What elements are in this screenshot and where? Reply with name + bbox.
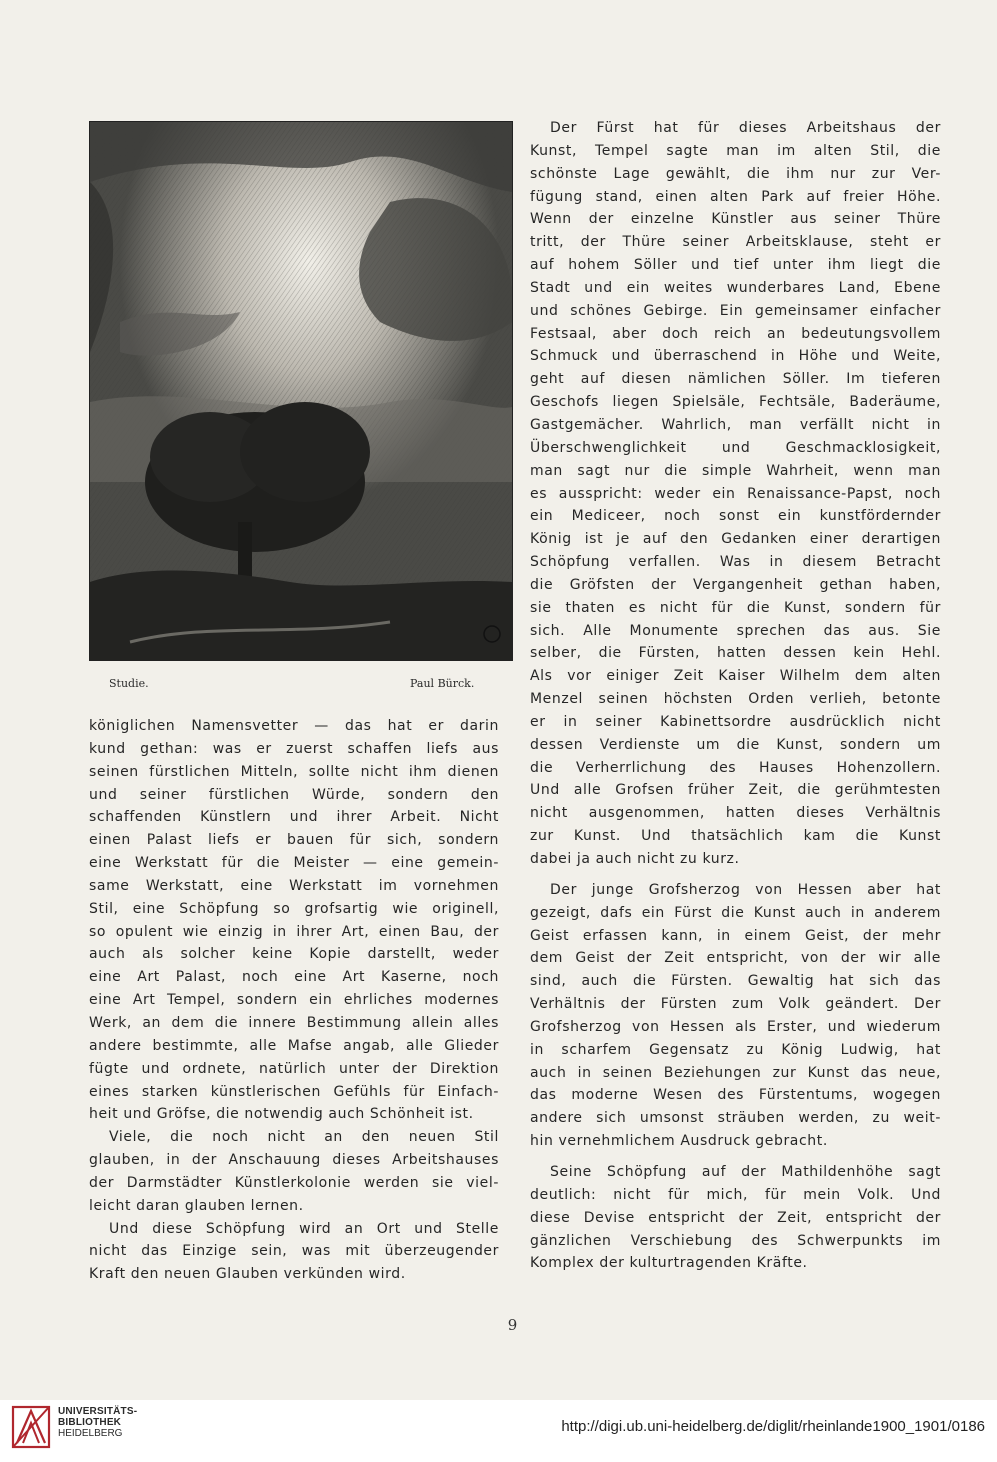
text-line: kund gethan: was er zuerst schaffen liefs aus bbox=[89, 740, 499, 757]
text-line: Und diese Schöpfung wird an Ort und Stelle bbox=[109, 1220, 499, 1237]
text-line: gänzlichen Verschiebung des Schwerpunkts im bbox=[530, 1232, 941, 1249]
paragraph-gap bbox=[530, 871, 941, 879]
text-line: gezeigt, dafs ein Fürst die Kunst auch in anderem bbox=[530, 904, 941, 921]
text-line: heit und Gröfse, die notwendig auch Schönheit ist. bbox=[89, 1106, 474, 1123]
text-line: same Werkstatt, eine Werkstatt im vornehmen bbox=[89, 877, 499, 894]
text-line: Stadt und ein weites wunderbares Land, Ebene bbox=[530, 279, 941, 296]
text-line: Kunst, Tempel sagte man im alten Stil, die bbox=[530, 142, 941, 159]
text-line: Festsaal, aber doch reich an bedeutungsvollem bbox=[530, 325, 941, 342]
text-line: Verhältnis der Fürsten zum Volk geändert. Der bbox=[530, 996, 941, 1013]
text-line: Grofsherzog von Hessen als Erster, und wiederum bbox=[530, 1018, 941, 1035]
text-line: einen Palast liefs er bauen für sich, sondern bbox=[89, 832, 499, 849]
text-line: Werk, an dem die innere Bestimmung allein alles bbox=[89, 1014, 499, 1031]
text-line: dem Geist der Zeit entspricht, von der wir alle bbox=[530, 950, 941, 967]
page-number: 9 bbox=[507, 1316, 518, 1334]
library-line-2: BIBLIOTHEK bbox=[58, 1417, 122, 1428]
text-line: Menzel seinen höchsten Orden verlieh, betonte bbox=[530, 691, 941, 708]
source-url-link[interactable]: http://digi.ub.uni-heidelberg.de/diglit/rheinlande1900_1901/0186 bbox=[561, 1418, 985, 1435]
text-line: der Darmstädter Künstlerkolonie werden sie viel- bbox=[89, 1174, 499, 1191]
text-line: so opulent wie einzig in ihrer Art, einen Bau, der bbox=[89, 923, 499, 940]
text-line: schaffenden Künstlern und ihrer Arbeit. Nicht bbox=[89, 809, 499, 826]
text-line: andere sich umsonst sträuben werden, zu weit- bbox=[530, 1110, 941, 1127]
text-line: dessen Verdienste um die Kunst, sondern um bbox=[530, 736, 941, 753]
university-library-logo-icon bbox=[11, 1403, 51, 1451]
text-line: sie thaten es nicht für die Kunst, sondern für bbox=[530, 599, 941, 616]
text-line: und seiner fürstlichen Würde, sondern den bbox=[89, 786, 499, 803]
library-name bbox=[58, 1406, 137, 1439]
text-line: Als vor einiger Zeit Kaiser Wilhelm dem alten bbox=[530, 668, 941, 685]
text-line: dabei ja auch nicht zu kurz. bbox=[530, 851, 740, 867]
text-line: Und alle Grofsen früher Zeit, die gerühmtesten bbox=[530, 782, 941, 799]
text-line: in scharfem Gegensatz zu König Ludwig, hat bbox=[530, 1041, 941, 1058]
text-line: die Gröfsten der Vergangenheit gethan haben, bbox=[530, 576, 941, 593]
text-line: Stil, eine Schöpfung so grofsartig wie originell, bbox=[89, 900, 499, 917]
text-line: nicht ausgenommen, hatten dieses Verhältnis bbox=[530, 805, 941, 822]
paragraph-gap bbox=[530, 1153, 941, 1161]
text-line: eine Werkstatt für die Meister — eine gemein- bbox=[89, 855, 499, 872]
text-line: Schmuck und überraschend in Höhe und Weite, bbox=[530, 348, 941, 365]
text-line: geht auf diesen nämlichen Söller. Im tieferen bbox=[530, 371, 941, 388]
text-line: zur Kunst. Und thatsächlich kam die Kunst bbox=[530, 828, 941, 845]
text-line: Gastgemächer. Wahrlich, man verfällt nicht in bbox=[530, 416, 941, 433]
text-line: Komplex der kulturtragenden Kräfte. bbox=[530, 1255, 808, 1272]
text-line: Geschofs liegen Spielsäle, Fechtsäle, Baderäume, bbox=[530, 394, 941, 411]
text-line: Schöpfung verfallen. Was in diesem Betracht bbox=[530, 554, 941, 571]
figure-caption-title: Studie. bbox=[109, 677, 149, 690]
text-line: Seine Schöpfung auf der Mathildenhöhe sagt bbox=[550, 1163, 941, 1180]
landscape-etching-icon bbox=[90, 122, 512, 660]
text-line: auf hohem Söller und tief unter ihm liegt die bbox=[530, 257, 941, 274]
text-line: selber, die Fürsten, hatten dessen kein Hehl. bbox=[530, 645, 941, 662]
text-line: ein Mediceer, noch sonst ein kunstfördernder bbox=[530, 508, 941, 525]
text-line: deutlich: nicht für mich, für mein Volk. Und bbox=[530, 1186, 941, 1203]
text-line: Geist erfassen kann, in einem Geist, der mehr bbox=[530, 927, 941, 944]
text-line: die Verherrlichung des Hauses Hohenzollern. bbox=[530, 759, 941, 776]
text-line: glauben, in der Anschauung dieses Arbeitshauses bbox=[89, 1152, 499, 1169]
text-line: Kraft den neuen Glauben verkünden wird. bbox=[89, 1266, 406, 1283]
text-line: auch als solcher keine Kopie darstellt, weder bbox=[89, 946, 499, 963]
library-line-3: HEIDELBERG bbox=[58, 1428, 123, 1439]
text-line: König ist je auf den Gedanken einer derartigen bbox=[530, 531, 941, 548]
text-line: seinen fürstlichen Mitteln, sollte nicht ihm dienen bbox=[89, 763, 499, 780]
text-line: Wenn der einzelne Künstler aus seiner Thüre bbox=[530, 211, 941, 228]
text-column-left bbox=[89, 715, 499, 1286]
text-line: Viele, die noch nicht an den neuen Stil bbox=[109, 1129, 499, 1146]
text-line: das moderne Wesen des Fürstentums, wogegen bbox=[530, 1087, 941, 1104]
text-line: fügung stand, einen alten Park auf freier Höhe. bbox=[530, 188, 941, 205]
text-line: eine Art Palast, noch eine Art Kaserne, noch bbox=[89, 969, 499, 986]
text-line: eine Art Tempel, sondern ein ehrliches modernes bbox=[89, 992, 499, 1009]
figure-caption-artist: Paul Bürck. bbox=[410, 677, 475, 690]
text-line: fügte und ordnete, natürlich unter der Direktion bbox=[89, 1060, 499, 1077]
text-line: tritt, der Thüre seiner Arbeitsklause, steht er bbox=[530, 234, 941, 251]
text-line: sind, auch die Fürsten. Gewaltig hat sich das bbox=[530, 973, 941, 990]
text-line: diese Devise entspricht der Zeit, entspricht der bbox=[530, 1209, 941, 1226]
text-line: und schönes Gebirge. Ein gemeinsamer einfacher bbox=[530, 302, 941, 319]
text-line: leicht daran glauben lernen. bbox=[89, 1197, 304, 1214]
text-line: andere bestimmte, alle Mafse angab, alle Glieder bbox=[89, 1037, 499, 1054]
library-line-1: UNIVERSITÄTS- bbox=[58, 1406, 138, 1417]
illustration-landscape bbox=[89, 121, 513, 661]
text-line: auch in seinen Beziehungen zur Kunst das neue, bbox=[530, 1064, 941, 1081]
text-line: Der junge Grofsherzog von Hessen aber hat bbox=[550, 881, 941, 898]
text-line: Der Fürst hat für dieses Arbeitshaus der bbox=[550, 120, 941, 136]
text-line: hin vernehmlichem Ausdruck gebracht. bbox=[530, 1133, 828, 1150]
text-line: Überschwenglichkeit und Geschmacklosigkeit, bbox=[530, 439, 941, 456]
text-line: königlichen Namensvetter — das hat er darin bbox=[89, 718, 499, 734]
text-line: es ausspricht: weder ein Renaissance-Papst, noch bbox=[530, 485, 941, 502]
text-line: schönste Lage gewählt, die ihm nur zur Ver- bbox=[530, 165, 941, 182]
text-line: er in seiner Kabinettsordre ausdrücklich nicht bbox=[530, 713, 941, 730]
text-line: sich. Alle Monumente sprechen das aus. Sie bbox=[530, 622, 941, 639]
text-line: man sagt nur die simple Wahrheit, wenn man bbox=[530, 462, 941, 479]
text-line: eines starken künstlerischen Gefühls für Einfach- bbox=[89, 1083, 499, 1100]
text-column-right bbox=[530, 117, 941, 1275]
text-line: nicht das Einzige sein, was mit überzeugender bbox=[89, 1243, 499, 1260]
